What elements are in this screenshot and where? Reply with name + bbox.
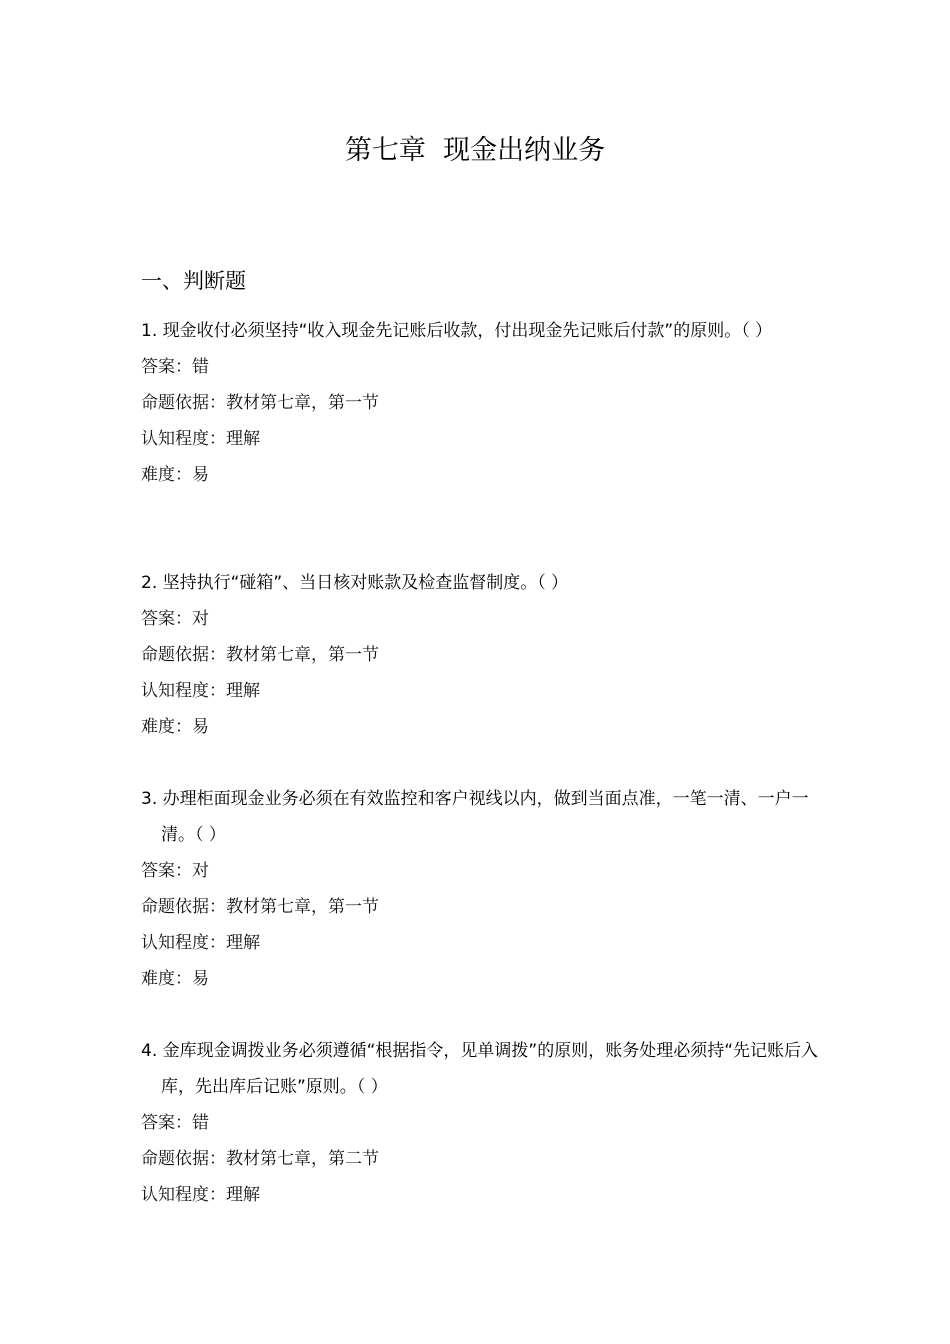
difficulty-line: 难度：易 bbox=[141, 465, 209, 485]
basis-line: 命题依据：教材第七章，第一节 bbox=[141, 645, 379, 665]
question-item bbox=[141, 313, 831, 493]
question-item bbox=[141, 1033, 831, 1213]
section-heading: 一、判断题 bbox=[141, 269, 246, 293]
question-text: 2. 坚持执行“碰箱”、当日核对账款及检查监督制度。（ ） bbox=[141, 573, 569, 593]
answer-line: 答案：对 bbox=[141, 609, 209, 629]
question-item bbox=[141, 565, 831, 745]
cognition-line: 认知程度：理解 bbox=[141, 933, 260, 953]
answer-line: 答案：错 bbox=[141, 1113, 209, 1133]
question-item bbox=[141, 781, 831, 997]
cognition-line: 认知程度：理解 bbox=[141, 1185, 260, 1205]
basis-line: 命题依据：教材第七章，第二节 bbox=[141, 1149, 379, 1169]
basis-line: 命题依据：教材第七章，第一节 bbox=[141, 897, 379, 917]
difficulty-line: 难度：易 bbox=[141, 717, 209, 737]
question-text: 1. 现金收付必须坚持“收入现金先记账后收款，付出现金先记账后付款”的原则。（ ） bbox=[141, 321, 773, 341]
cognition-line: 认知程度：理解 bbox=[141, 681, 260, 701]
answer-line: 答案：错 bbox=[141, 357, 209, 377]
chapter-title: 第七章 现金出纳业务 bbox=[344, 135, 606, 166]
basis-line: 命题依据：教材第七章，第一节 bbox=[141, 393, 379, 413]
question-text: 4. 金库现金调拨业务必须遵循“根据指令，见单调拨”的原则，账务处理必须持“先记账后入库，先出库后记账”原则。（ ） bbox=[141, 1041, 819, 1097]
answer-line: 答案：对 bbox=[141, 861, 209, 881]
difficulty-line: 难度：易 bbox=[141, 969, 209, 989]
question-text: 3. 办理柜面现金业务必须在有效监控和客户视线以内，做到当面点准，一笔一清、一户一清。（ ） bbox=[141, 789, 809, 845]
cognition-line: 认知程度：理解 bbox=[141, 429, 260, 449]
